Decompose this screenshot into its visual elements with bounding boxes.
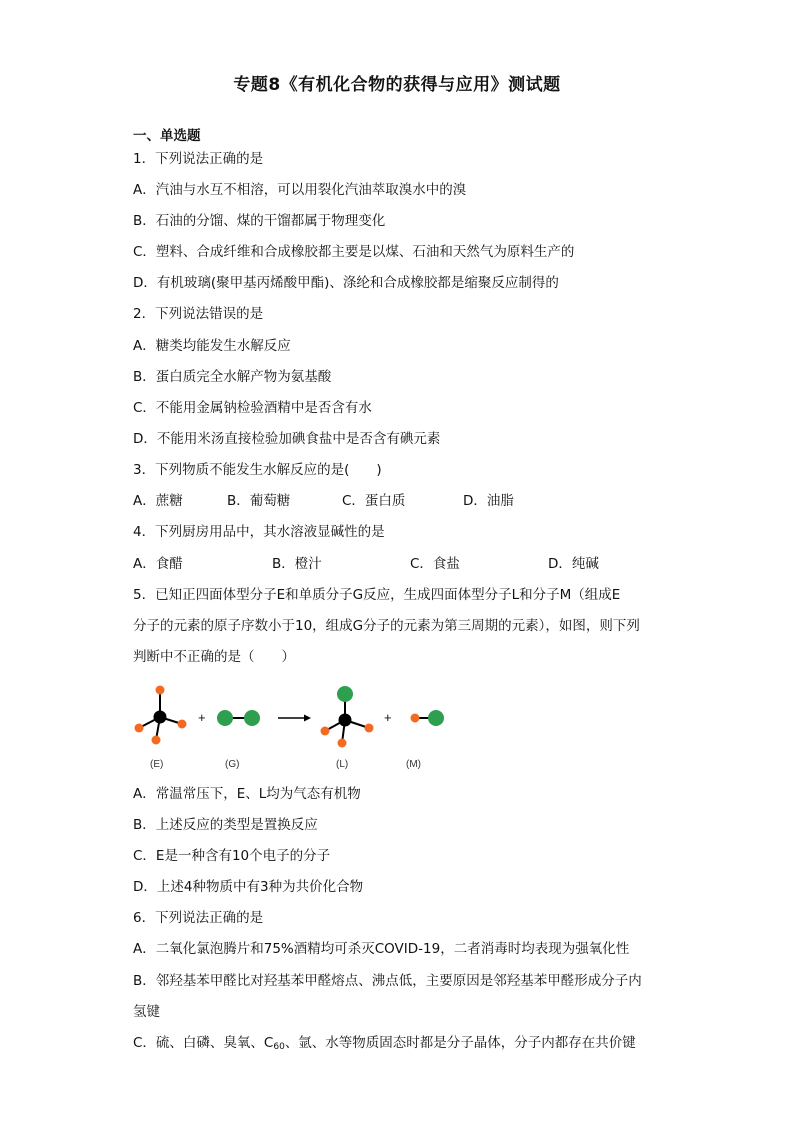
l-large-atom (337, 686, 353, 702)
l-small-atom (365, 724, 374, 733)
q6-stem: 6．下列说法正确的是 (133, 910, 264, 926)
q2-option-d: D．不能用米汤直接检验加碘食盐中是否含有碘元素 (133, 431, 441, 447)
label-l: (L) (336, 759, 349, 770)
q3-option-a: A．蔗糖 (133, 493, 183, 509)
molecule-l (321, 686, 374, 748)
label-e: (E) (150, 759, 164, 770)
q5-stem-line-3: 判断中不正确的是（ ） (133, 649, 295, 665)
q4-option-b: B．橙汁 (272, 556, 322, 572)
e-small-atom (178, 720, 187, 729)
q1-option-c: C．塑料、合成纤维和合成橡胶都主要是以煤、石油和天然气为原料生产的 (133, 244, 575, 260)
section-heading: 一、单选题 (133, 128, 201, 144)
q3-option-d: D．油脂 (463, 493, 514, 509)
e-center-atom (154, 711, 167, 724)
q3-option-c: C．蛋白质 (342, 493, 406, 509)
m-small-atom (411, 714, 420, 723)
q5-option-c: C．E是一种含有10个电子的分子 (133, 848, 331, 864)
q2-stem: 2．下列说法错误的是 (133, 306, 264, 322)
label-g: (G) (225, 759, 240, 770)
reaction-diagram (128, 680, 448, 774)
svg-text:+: + (198, 710, 206, 725)
svg-text:+: + (384, 710, 392, 725)
q4-stem: 4．下列厨房用品中，其水溶液显碱性的是 (133, 524, 385, 540)
q5-option-d: D．上述4种物质中有3种为共价化合物 (133, 879, 364, 895)
q5-option-b: B．上述反应的类型是置换反应 (133, 817, 318, 833)
q6-option-c-text: C．硫、白磷、臭氧、C (133, 1035, 274, 1051)
q1-option-b: B．石油的分馏、煤的干馏都属于物理变化 (133, 213, 386, 229)
q6-option-a: A．二氧化氯泡腾片和75%酒精均可杀灭COVID-19，二者消毒时均表现为强氧化性 (133, 941, 630, 957)
molecule-e (135, 686, 187, 745)
g-large-atom (244, 710, 260, 726)
q4-option-c: C．食盐 (410, 556, 460, 572)
e-small-atom (156, 686, 165, 695)
molecule-g (217, 710, 260, 726)
q3-option-b: B．葡萄糖 (227, 493, 291, 509)
l-small-atom (338, 739, 347, 748)
q1-option-d: D．有机玻璃(聚甲基丙烯酸甲酯)、涤纶和合成橡胶都是缩聚反应制得的 (133, 275, 559, 291)
label-m: (M) (406, 759, 421, 770)
e-small-atom (152, 736, 161, 745)
molecule-m (411, 710, 445, 726)
page-title: 专题8《有机化合物的获得与应用》测试题 (233, 75, 561, 95)
q6-option-c-subscript: 60 (273, 1042, 285, 1052)
e-small-atom (135, 724, 144, 733)
reaction-arrow (278, 715, 311, 722)
q3-stem: 3．下列物质不能发生水解反应的是( ) (133, 462, 382, 478)
q1-stem: 1．下列说法正确的是 (133, 151, 264, 167)
q6-option-c (133, 1034, 636, 1052)
q1-option-a: A．汽油与水互不相溶，可以用裂化汽油萃取溴水中的溴 (133, 182, 467, 198)
m-large-atom (428, 710, 444, 726)
q6-option-b-line-1: B．邻羟基苯甲醛比对羟基苯甲醛熔点、沸点低，主要原因是邻羟基苯甲醛形成分子内 (133, 973, 642, 989)
q5-stem-line-1: 5．已知正四面体型分子E和单质分子G反应，生成四面体型分子L和分子M（组成E (133, 587, 621, 603)
q5-option-a: A．常温常压下，E、L均为气态有机物 (133, 786, 361, 802)
q2-option-c: C．不能用金属钠检验酒精中是否含有水 (133, 400, 372, 416)
l-small-atom (321, 727, 330, 736)
q5-stem-line-2: 分子的元素的原子序数小于10，组成G分子的元素为第三周期的元素），如图，则下列 (133, 618, 640, 634)
q2-option-b: B．蛋白质完全水解产物为氨基酸 (133, 369, 332, 385)
q6-option-c-text-cont: 、氩、水等物质固态时都是分子晶体，分子内都存在共价键 (284, 1035, 636, 1051)
q6-option-b-line-2: 氢键 (133, 1004, 160, 1020)
g-large-atom (217, 710, 233, 726)
q4-option-a: A．食醋 (133, 556, 183, 572)
q4-option-d: D．纯碱 (548, 556, 599, 572)
q2-option-a: A．糖类均能发生水解反应 (133, 338, 291, 354)
l-center-atom (339, 714, 352, 727)
